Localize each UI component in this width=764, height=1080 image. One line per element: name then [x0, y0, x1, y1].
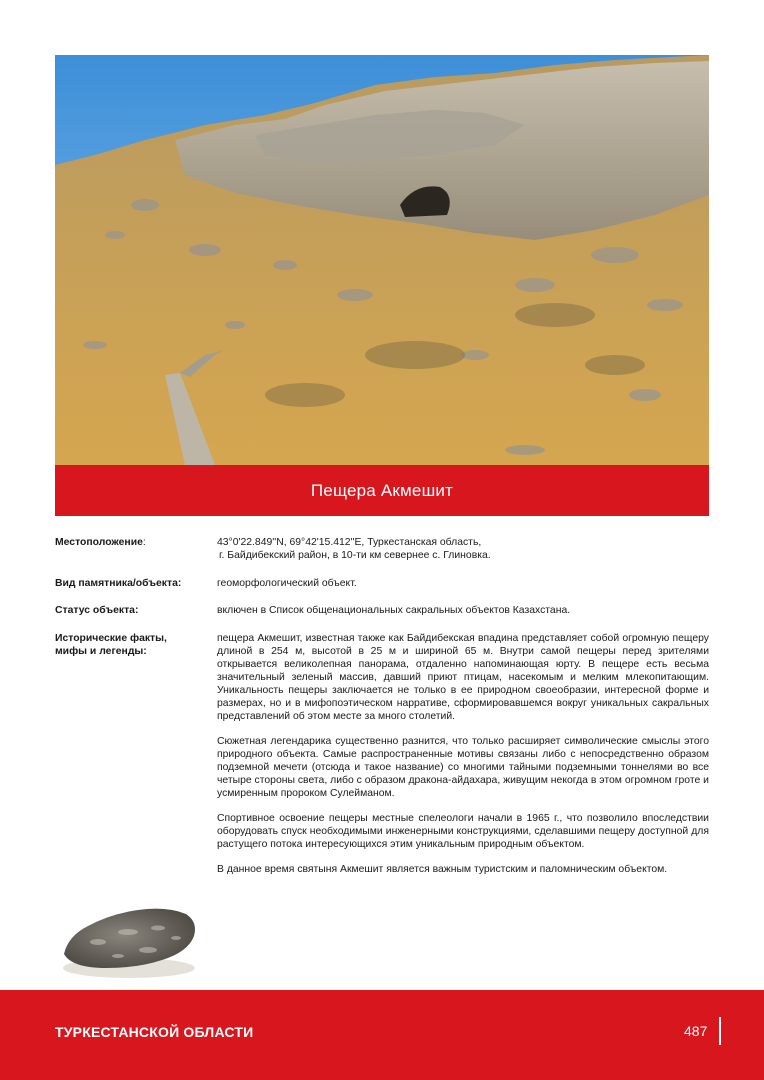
location-line-1: 43°0'22.849''N, 69°42'15.412''E, Туркестанская область, — [217, 537, 482, 548]
location-line-2: г. Байдибекский район, в 10-ти км севернее с. Глиновка. — [219, 550, 491, 561]
type-row — [55, 577, 709, 591]
page-title: Пещера Акмешит — [310, 480, 454, 500]
history-paragraph-2: Сюжетная легендарика существенно разнится, что только расширяет символические смыслы этого природного объекта. Самые распространенные мотивы связаны либо с непосредственно образом подземной мечети (отсюда и такое название) со многими тайными подземными тоннелями во все четыре стороны света, либо с образом дракона-айдахара, живущим некогда в этом огромном гроте и усмиренным пророком Сулейманом. — [217, 736, 709, 799]
history-label-line-1: Исторические факты, — [55, 633, 167, 644]
history-paragraph-3: Спортивное освоение пещеры местные спелеологи начали в 1965 г., что позволило впоследствии оборудовать спуск необходимыми инженерными конструкциями, сделавшими пещеру доступной для растущего потока интересующихся этим уникальным природным объектом. — [217, 813, 709, 850]
title-banner — [55, 465, 709, 516]
page-number: 487 — [684, 1023, 708, 1039]
status-value: включен в Список общенациональных сакральных объектов Казахстана. — [217, 605, 571, 616]
rock-illustration — [58, 902, 200, 980]
type-label: Вид памятника/объекта: — [55, 578, 182, 589]
history-paragraph-4: В данное время святыня Акмешит является важным туристским и паломническим объектом. — [217, 864, 668, 875]
type-value: геоморфологический объект. — [217, 578, 357, 589]
location-label: Местоположение: — [55, 537, 146, 548]
page-divider — [719, 1017, 721, 1045]
history-label-line-2: мифы и легенды: — [55, 646, 147, 657]
history-text — [217, 632, 709, 888]
history-paragraph-1: пещера Акмешит, известная также как Байдибекская впадина представляет собой огромную пещеру длиной в 254 м, высотой в 25 м и шириной 65 м. Внутри самой пещеры перед зрителями открывается великолепная панорама, отдаленно напоминающая юрту. В пещере есть весьма значительный зеленый массив, давший приют птицам, насекомым и мелким млекопитающим. Уникальность пещеры заключается не только в ее природном своеобразии, интересной форме и размерах, но и в мифопоэтическом нарративе, сформировавшемся вокруг уникальных сакральных представлений об этом месте за много столетий. — [217, 633, 709, 722]
location-row — [55, 536, 709, 566]
cave-photo — [55, 55, 709, 465]
location-value — [217, 536, 709, 562]
status-label: Статус объекта: — [55, 605, 139, 616]
history-row — [55, 632, 709, 902]
status-row — [55, 604, 709, 618]
footer-region: ТУРКЕСТАНСКОЙ ОБЛАСТИ — [55, 1024, 254, 1040]
history-label — [55, 632, 215, 658]
